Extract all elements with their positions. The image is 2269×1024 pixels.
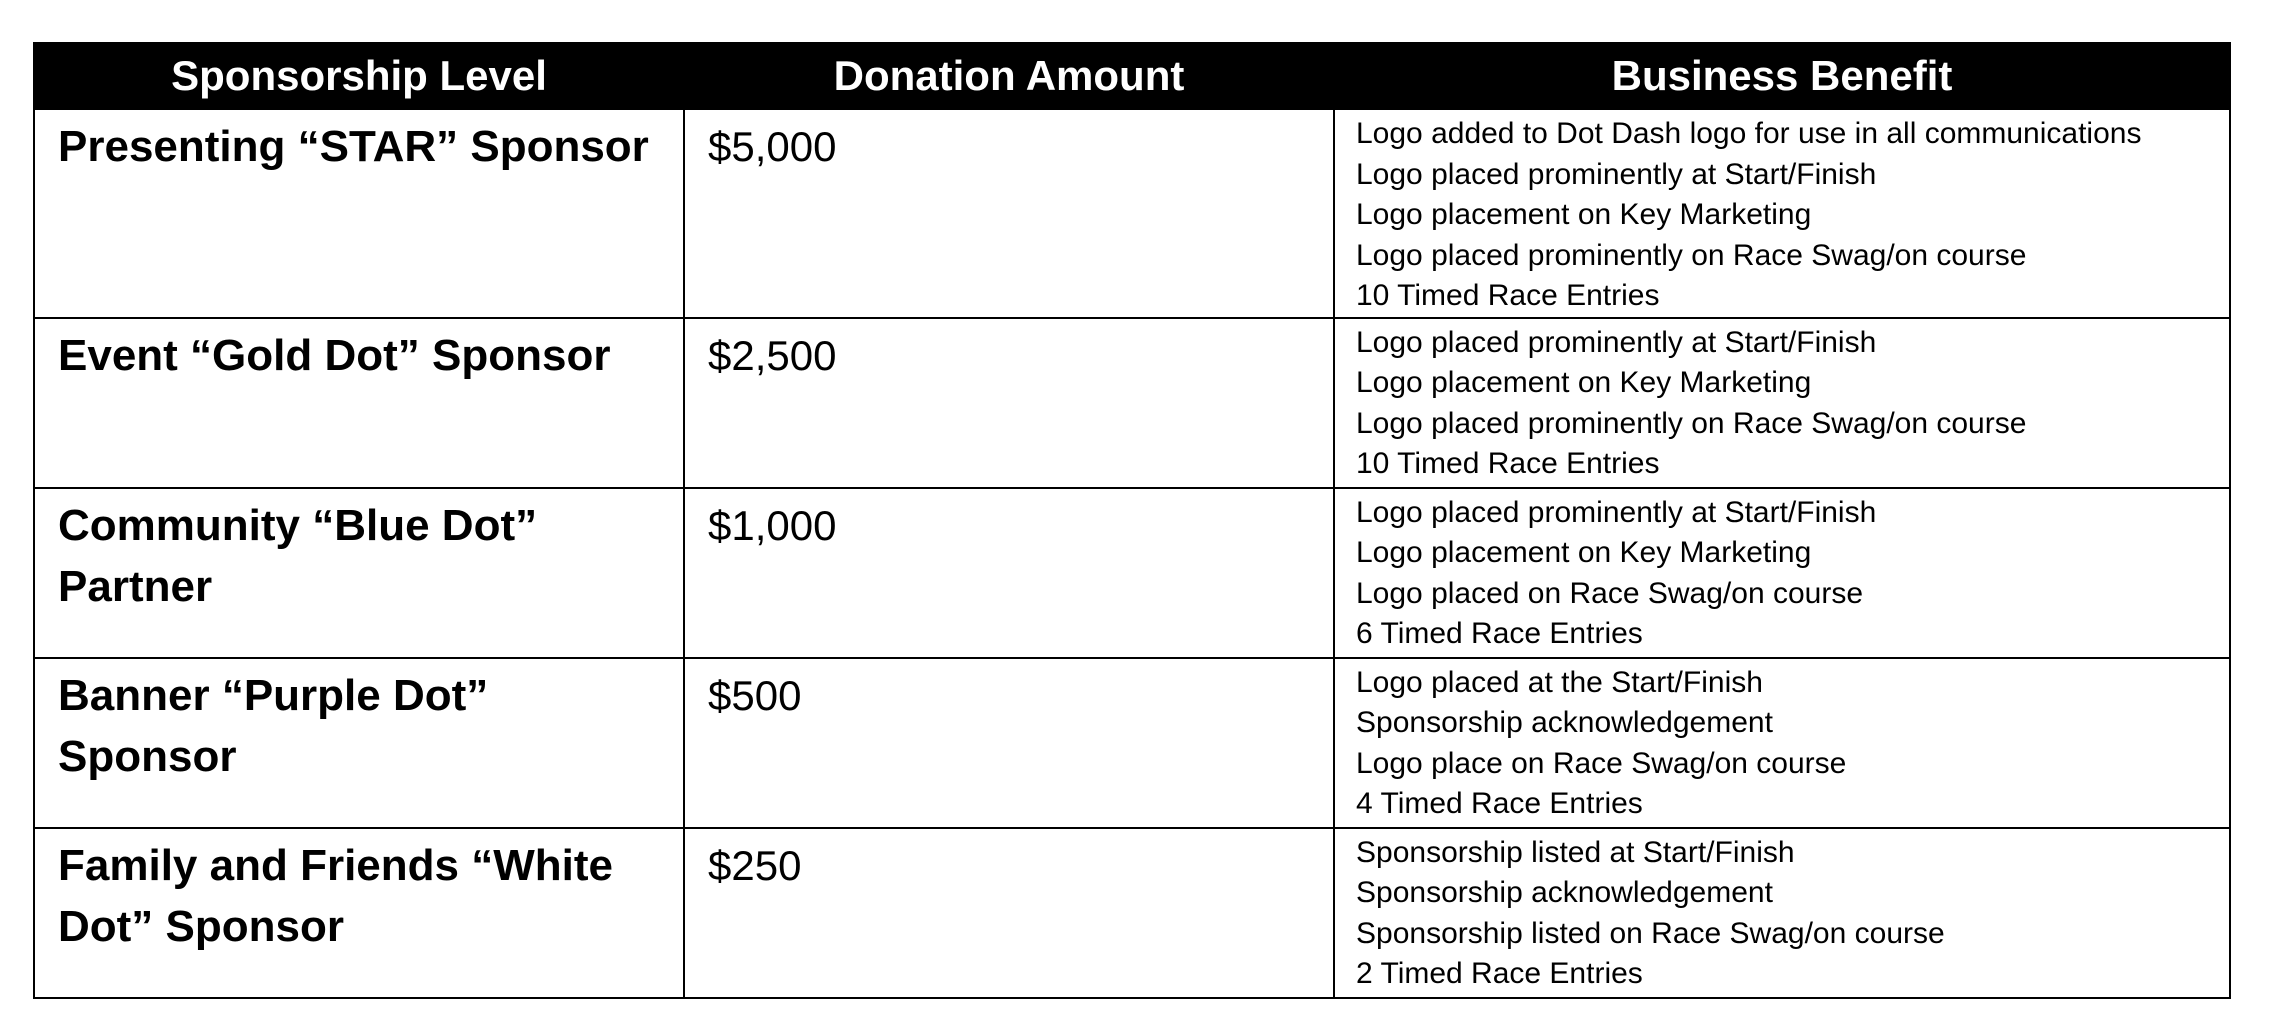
benefit-item: 10 Timed Race Entries [1356,447,1660,480]
header-donation-amount: Donation Amount [684,43,1334,109]
table-row [34,488,2230,658]
table-row [34,658,2230,828]
business-benefit-cell [1334,828,2230,998]
sponsorship-level-cell: Family and Friends “White Dot” Sponsor [34,828,684,998]
sponsorship-level-cell: Presenting “STAR” Sponsor [34,109,684,318]
benefit-item: 6 Timed Race Entries [1356,617,1643,650]
benefit-item: Logo placement on Key Marketing [1356,198,1812,231]
benefit-item: Logo placed prominently at Start/Finish [1356,157,1877,191]
header-business-benefit: Business Benefit [1334,43,2230,109]
benefit-item: Logo placement on Key Marketing [1356,536,1812,569]
header-sponsorship-level: Sponsorship Level [34,43,684,109]
sponsorship-table [33,42,2231,999]
benefit-item: Logo placed prominently at Start/Finish [1356,325,1877,359]
table-body [34,109,2230,998]
benefit-item: Logo added to Dot Dash logo for use in all communications [1356,117,2142,150]
donation-amount-cell: $1,000 [684,488,1334,658]
benefit-item: Sponsorship listed at Start/Finish [1356,835,1795,869]
benefit-item: 10 Timed Race Entries [1356,279,1660,312]
benefit-item: 4 Timed Race Entries [1356,787,1643,820]
table-header [34,43,2230,109]
table-row [34,318,2230,488]
donation-amount-cell: $2,500 [684,318,1334,488]
benefit-item: Logo placed prominently on Race Swag/on course [1356,238,2027,272]
donation-amount-cell: $5,000 [684,109,1334,318]
benefit-item: Logo placed prominently on Race Swag/on course [1356,406,2027,440]
benefit-item: Logo placement on Key Marketing [1356,366,1812,399]
benefit-item: Sponsorship listed on Race Swag/on course [1356,916,1945,950]
business-benefit-cell [1334,109,2230,318]
benefit-item: Logo placed on Race Swag/on course [1356,576,1864,610]
benefit-item: Logo placed at the Start/Finish [1356,665,1763,699]
benefit-item: Logo placed prominently at Start/Finish [1356,495,1877,529]
business-benefit-cell [1334,658,2230,828]
header-row [34,43,2230,109]
sponsorship-level-cell: Banner “Purple Dot” Sponsor [34,658,684,828]
benefit-item: Sponsorship acknowledgement [1356,706,1773,739]
business-benefit-cell [1334,318,2230,488]
donation-amount-cell: $250 [684,828,1334,998]
business-benefit-cell [1334,488,2230,658]
benefit-item: 2 Timed Race Entries [1356,957,1643,990]
donation-amount-cell: $500 [684,658,1334,828]
sponsorship-level-cell: Community “Blue Dot” Partner [34,488,684,658]
benefit-item: Logo place on Race Swag/on course [1356,746,1847,780]
sponsorship-level-cell: Event “Gold Dot” Sponsor [34,318,684,488]
benefit-item: Sponsorship acknowledgement [1356,876,1773,909]
table-row [34,828,2230,998]
table-row [34,109,2230,318]
